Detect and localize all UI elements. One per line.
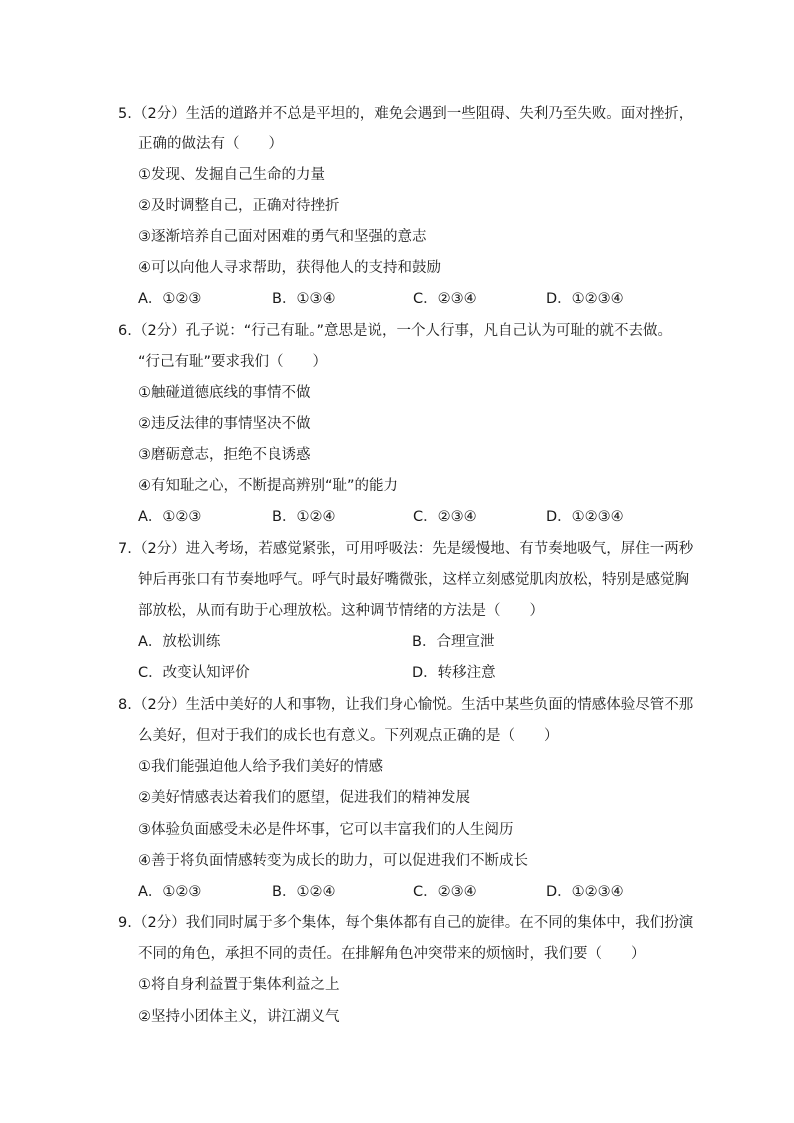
statement-item: ②及时调整自己，正确对待挫折: [138, 198, 340, 214]
question-stem: 不同的角色，承担不同的责任。在排解角色冲突带来的烦恼时，我们要（ ）: [138, 946, 646, 962]
question-stem: 部放松，从而有助于心理放松。这种调节情绪的方法是（ ）: [138, 603, 544, 619]
statement-item: ④有知耻之心，不断提高辨别“耻”的能力: [138, 478, 399, 494]
question-number: 8.: [118, 697, 132, 713]
statement-item: ③体验负面感受未必是件坏事，它可以丰富我们的人生阅历: [138, 822, 514, 838]
statement-item: ①将自身利益置于集体利益之上: [138, 977, 340, 993]
option-d[interactable]: D．①②③④: [546, 884, 624, 900]
option-b[interactable]: B．合理宣泄: [412, 634, 495, 650]
statement-item: ①触碰道德底线的事情不做: [138, 385, 311, 401]
option-c[interactable]: C．②③④: [413, 884, 477, 900]
question-stem: “行己有耻”要求我们（ ）: [138, 354, 328, 370]
option-a[interactable]: A．①②③: [138, 291, 202, 307]
option-a[interactable]: A．①②③: [138, 884, 202, 900]
option-a[interactable]: A．①②③: [138, 509, 202, 525]
option-d[interactable]: D．转移注意: [412, 665, 496, 681]
option-d[interactable]: D．①②③④: [546, 291, 624, 307]
question-stem: 钟后再张口有节奏地呼气。呼气时最好嘴微张，这样立刻感觉肌肉放松，特别是感觉胸: [138, 572, 689, 588]
question-stem: （2分）孔子说：“行己有耻。”意思是说，一个人行事，凡自己认为可耻的就不去做。: [133, 323, 672, 339]
statement-item: ①我们能强迫他人给予我们美好的情感: [138, 759, 383, 775]
question-number: 7.: [118, 541, 132, 557]
question-number: 5.: [118, 106, 132, 122]
question-stem: （2分）生活中美好的人和事物，让我们身心愉悦。生活中某些负面的情感体验尽管不那: [133, 697, 694, 713]
statement-item: ①发现、发掘自己生命的力量: [138, 167, 325, 183]
statement-item: ②坚持小团体主义，讲江湖义气: [138, 1009, 340, 1025]
statement-item: ②违反法律的事情坚决不做: [138, 416, 311, 432]
question-stem: （2分）进入考场，若感觉紧张，可用呼吸法：先是缓慢地、有节奏地吸气，屏住一两秒: [133, 541, 694, 557]
statement-item: ④善于将负面情感转变为成长的助力，可以促进我们不断成长: [138, 853, 528, 869]
statement-item: ②美好情感表达着我们的愿望，促进我们的精神发展: [138, 790, 470, 806]
option-b[interactable]: B．①③④: [272, 291, 336, 307]
question-stem: 正确的做法有（ ）: [138, 136, 283, 152]
question-stem: 么美好，但对于我们的成长也有意义。下列观点正确的是（ ）: [138, 728, 559, 744]
question-stem: （2分）我们同时属于多个集体，每个集体都有自己的旋律。在不同的集体中，我们扮演: [133, 915, 694, 931]
option-b[interactable]: B．①②④: [272, 884, 336, 900]
option-c[interactable]: C．改变认知评价: [138, 665, 250, 681]
option-c[interactable]: C．②③④: [413, 509, 477, 525]
option-b[interactable]: B．①②④: [272, 509, 336, 525]
option-c[interactable]: C．②③④: [413, 291, 477, 307]
option-a[interactable]: A．放松训练: [138, 634, 221, 650]
statement-item: ③磨砺意志，拒绝不良诱惑: [138, 447, 311, 463]
option-d[interactable]: D．①②③④: [546, 509, 624, 525]
question-number: 9.: [118, 915, 132, 931]
question-number: 6.: [118, 323, 132, 339]
statement-item: ③逐渐培养自己面对困难的勇气和坚强的意志: [138, 229, 427, 245]
question-stem: （2分）生活的道路并不总是平坦的，难免会遇到一些阻碍、失利乃至失败。面对挫折，: [133, 106, 694, 122]
statement-item: ④可以向他人寻求帮助，获得他人的支持和鼓励: [138, 260, 441, 276]
